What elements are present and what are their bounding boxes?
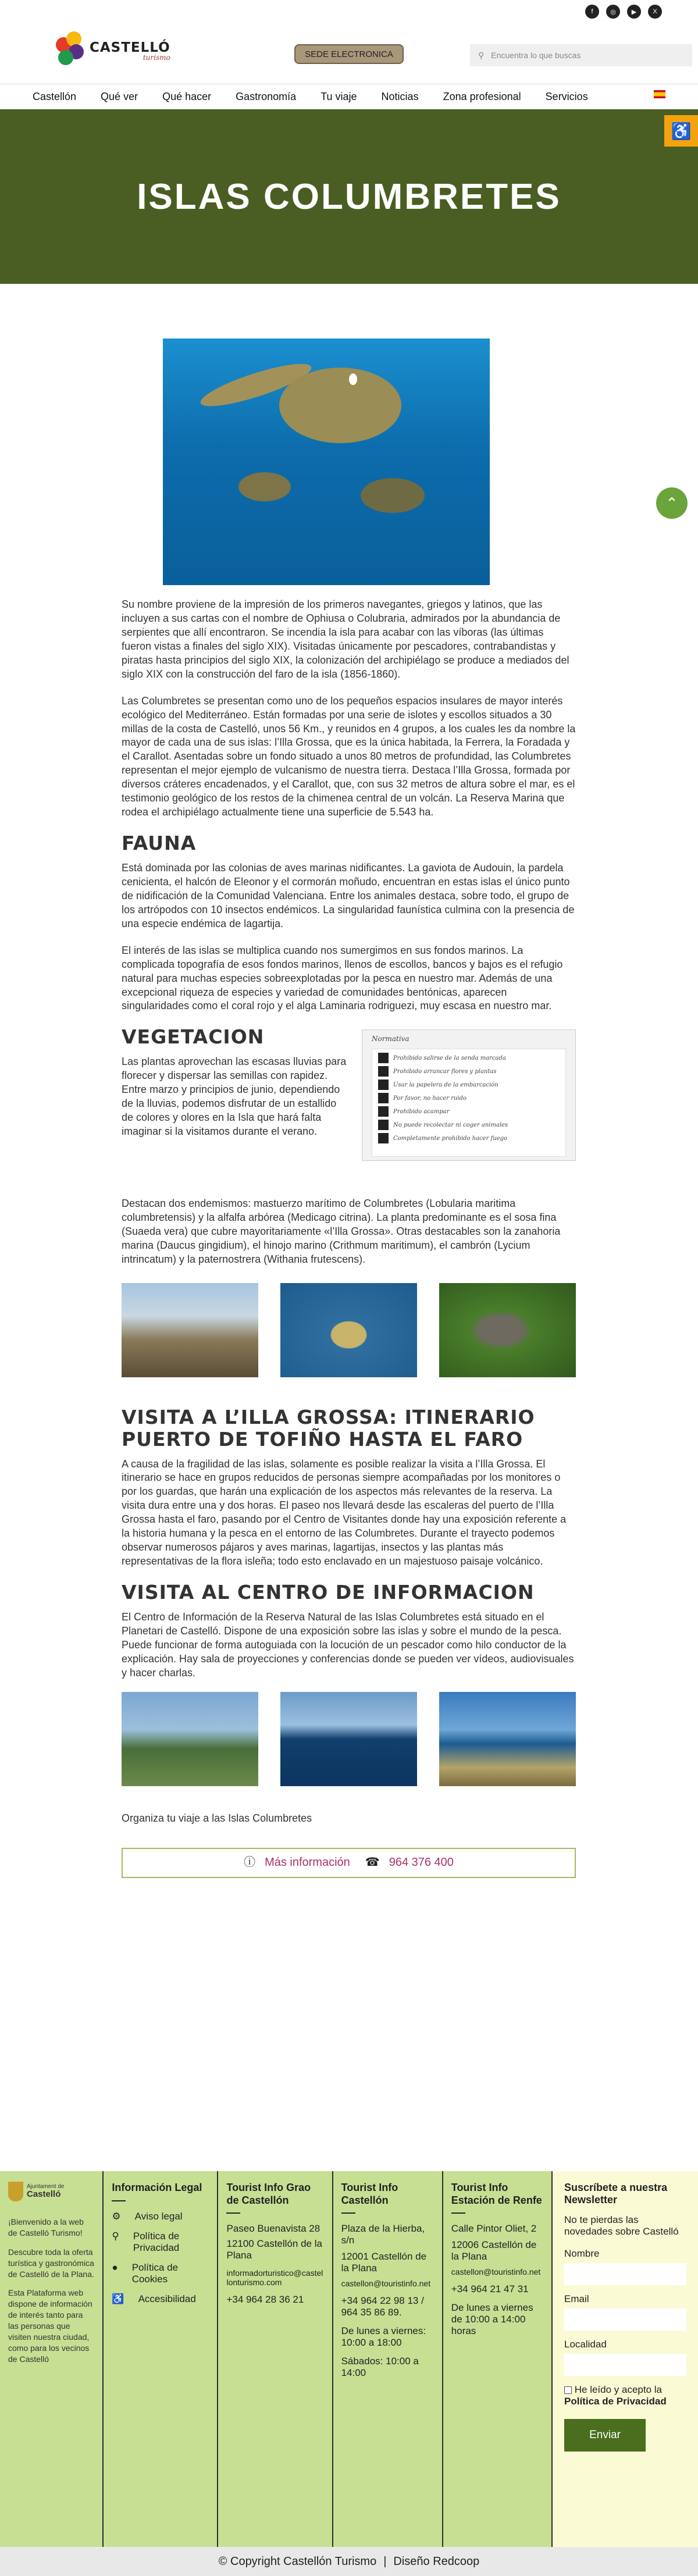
copyright-separator: | xyxy=(383,2554,387,2568)
copyright-bar xyxy=(0,2547,698,2576)
gallery-image-boat xyxy=(280,1692,417,1786)
rule-icon xyxy=(378,1120,389,1130)
castellon-address: Plaza de la Hierba, s/n xyxy=(341,2223,425,2246)
page-title: ISLAS COLUMBRETES xyxy=(137,176,561,217)
castellon-title: Tourist Info Castellón xyxy=(341,2182,398,2206)
columbretes-aerial-image xyxy=(163,339,490,585)
rule-icon xyxy=(378,1106,389,1117)
renfe-phone[interactable]: +34 964 21 47 31 xyxy=(451,2283,529,2295)
grao-email[interactable]: informadorturistico@castellonturismo.com xyxy=(226,2268,323,2288)
gallery-image-visitors xyxy=(122,1283,258,1377)
footer-castellon xyxy=(333,2171,443,2547)
normativa-item: Usar la papelera de la embarcación xyxy=(378,1079,560,1090)
main-nav xyxy=(0,84,698,109)
footer xyxy=(0,2171,698,2547)
gallery-image-island xyxy=(280,1283,417,1377)
privacidad-link[interactable]: Política de Privacidad xyxy=(133,2230,180,2253)
endemismos-paragraph: Destacan dos endemismos: mastuerzo marítimo de Columbretes (Lobularia maritima columbretensis) y la alfalfa arbórea (Medicago citrina). La planta predominante es el sosa fina (Suaeda vera) que cubre mayoritariamente «l’Illa Grossa». Otras destacables son la zanahoria marina (Daucus gingidium), el hinojo marino (Crithmum maritimum), el cambrón (Lycium intrincatum) y la paternostrera (Withania frutescens). xyxy=(122,1197,561,1265)
castellon-email[interactable]: castellon@touristinfo.net xyxy=(341,2279,431,2289)
castellon-city: 12001 Castellón de la Plana xyxy=(341,2251,427,2274)
nav-item-tu-viaje[interactable]: Tu viaje xyxy=(320,90,357,102)
gallery-row-2 xyxy=(122,1692,576,1786)
accesibilidad-link[interactable]: Accesibilidad xyxy=(138,2293,196,2304)
mas-informacion-label: Más información xyxy=(265,1856,350,1869)
facebook-icon[interactable]: f xyxy=(585,5,599,19)
instagram-icon[interactable]: ◎ xyxy=(606,5,620,19)
youtube-icon[interactable]: ▶ xyxy=(627,5,641,19)
nombre-label: Nombre xyxy=(564,2248,600,2259)
localidad-label: Localidad xyxy=(564,2339,607,2350)
rule-icon xyxy=(378,1053,389,1063)
renfe-hours: De lunes a viernes de 10:00 a 14:00 horas xyxy=(451,2302,533,2337)
back-to-top-icon[interactable]: ⌃ xyxy=(656,487,688,519)
hero-banner xyxy=(0,109,698,284)
description-paragraph: Las Columbretes se presentan como uno de los pequeños espacios insulares de mayor interés ecológico del Mediterráneo. Están formadas por una serie de islotes y escollos situados a 30 millas de la costa de Castelló, unos 56 Km., y reunidos en 4 grupos, a los cuales les da nombre la mayor de cada una de sus islas: l’Illa Grossa, que es la única habitada, la Ferrera, la Foradada y el Carallot. Asentadas sobre un fondo situado a unos 80 metros de profundidad, las Columbretes representan el mejor ejemplo de vulcanismo de nuestra tierra. Destaca l’Illa Grossa, formada por diversos cráteres encadenados, y el Carallot, que, con sus 32 metros de altura sobre el mar, es el testimonio geológico de los restos de la chimenea central de un volcán. La Reserva Marina que rodea el archipiélago actualmente tiene una superficie de 5.543 ha. xyxy=(122,694,576,818)
castellon-phone[interactable]: +34 964 22 98 13 / 964 35 86 89. xyxy=(341,2295,424,2318)
accessibility-icon[interactable]: ♿ xyxy=(664,115,698,147)
castellon-hours-sat: Sábados: 10:00 a 14:00 xyxy=(341,2356,419,2379)
grao-city: 12100 Castellón de la Plana xyxy=(226,2238,322,2261)
logo-mark-icon xyxy=(56,31,85,70)
copyright-text: © Copyright Castellón Turismo xyxy=(218,2554,377,2568)
grao-address: Paseo Buenavista 28 xyxy=(226,2223,320,2235)
renfe-email[interactable]: castellon@touristinfo.net xyxy=(451,2267,541,2277)
legal-title: Información Legal xyxy=(112,2182,202,2193)
grao-phone[interactable]: +34 964 28 36 21 xyxy=(226,2294,304,2306)
footer-about xyxy=(0,2171,104,2547)
gallery-image-lizard xyxy=(439,1283,576,1377)
nav-item-noticias[interactable]: Noticias xyxy=(381,90,419,102)
gallery-image-bay xyxy=(439,1692,576,1786)
ajuntament-logo: Ajuntament de Castelló xyxy=(8,2182,94,2201)
legal-icon: ⚙ xyxy=(112,2210,121,2222)
gallery-row xyxy=(122,1283,576,1377)
fauna-paragraph: Está dominada por las colonias de aves marinas nidificantes. La gaviota de Audouin, la pardela cenicienta, el halcón de Eleonor y el cormorán moñudo, encuentran en estas islas el único punto de nidificación de la Comunidad Valenciana. Entre los animales destaca, sobre todo, el grupo de los artrópodos con 10 insectos endémicos. La singularidad faunística culmina con la presencia de una especie endémica de lagartija. xyxy=(122,862,575,929)
renfe-city: 12006 Castellón de la Plana xyxy=(451,2239,537,2263)
footer-grao xyxy=(218,2171,333,2547)
footer-legal xyxy=(104,2171,218,2547)
cookies-link[interactable]: Política de Cookies xyxy=(131,2261,179,2285)
marine-paragraph: El interés de las islas se multiplica cuando nos sumergimos en sus fondos marinos. La complicada topografía de esos fondos marinos, llenos de escollos, bancos y bajos es el refugio natural para muchas especies sobreexplotadas por la pesca en nuestro mar. Además de una excepcional riqueza de especies y variedad de comunidades bentónicas, aparecen singularidades como el coral rojo y el alga Laminaria rodriguezi, muy escasa en nuestro mar. xyxy=(122,944,563,1012)
nombre-input[interactable] xyxy=(564,2263,686,2285)
nav-item-castellon[interactable]: Castellón xyxy=(33,90,77,102)
privacy-icon: ⚲ xyxy=(112,2230,119,2242)
sede-electronica-button[interactable]: SEDE ELECTRONICA xyxy=(294,44,404,64)
nav-item-que-ver[interactable]: Qué ver xyxy=(101,90,138,102)
search-placeholder: Encuentra lo que buscas xyxy=(491,51,581,60)
renfe-address: Calle Pintor Oliet, 2 xyxy=(451,2223,537,2235)
visita-heading: VISITA A L’ILLA GROSSA: ITINERARIO PUERTO DE TOFIÑO HASTA EL FARO xyxy=(122,1405,535,1451)
gallery-image-coast xyxy=(122,1692,258,1786)
rule-icon xyxy=(378,1066,389,1077)
normativa-item: No puede recolectar ni coger animales xyxy=(378,1120,560,1130)
newsletter-panel xyxy=(553,2171,698,2547)
visita-paragraph: A causa de la fragilidad de las islas, solamente es posible realizar la visita a l’Illa Grossa. El itinerario se hace en grupos reducidos de personas siempre acompañadas por los monitores o por los guardas, que harán una explicación de los aspectos más relevantes de la reserva. La visita dura entre una y dos horas. El paseo nos llevará desde las escaleras del puerto de l’Illa Grossa hasta el faro, pasando por el Centro de Visitantes donde hay una exposición referente a la historia humana y la pesca en el entorno de las Columbretes. Durante el trayecto podemos observar numerosos pájaros y aves marinas, lagartijas, insectos y las plantas más representativas de la flora isleña; todo esto enclavado en un majestuoso paisaje volcánico. xyxy=(122,1458,567,1567)
normativa-image xyxy=(362,1029,576,1161)
aviso-legal-link[interactable]: Aviso legal xyxy=(134,2210,183,2222)
search-input[interactable] xyxy=(470,44,692,66)
email-input[interactable] xyxy=(564,2308,686,2331)
footer-welcome: ¡Bienvenido a la web de Castelló Turismo! xyxy=(8,2217,84,2237)
email-label: Email xyxy=(564,2293,589,2304)
nav-item-que-hacer[interactable]: Qué hacer xyxy=(162,90,212,102)
info-icon: ⓘ xyxy=(244,1856,256,1869)
search-icon: ⚲ xyxy=(478,50,485,60)
normativa-title: Normativa xyxy=(372,1035,409,1043)
localidad-input[interactable] xyxy=(564,2354,686,2376)
logo-subtext: turismo xyxy=(143,53,170,62)
castellon-hours: De lunes a viernes: 10:00 a 18:00 xyxy=(341,2325,426,2349)
phone-icon: ☎ xyxy=(365,1856,380,1869)
accessibility-small-icon: ♿ xyxy=(112,2293,124,2304)
design-credit-link[interactable]: Diseño Redcoop xyxy=(393,2554,480,2568)
footer-desc: Descubre toda la oferta turística y gastronómica de Castelló de la Plana. xyxy=(8,2247,94,2279)
header xyxy=(0,26,698,84)
renfe-title: Tourist Info Estación de Renfe xyxy=(451,2182,542,2206)
privacy-label: He leído y acepto la xyxy=(574,2384,663,2395)
cookie-icon: ● xyxy=(112,2261,118,2273)
language-flag-icon[interactable] xyxy=(654,90,665,98)
normativa-item: Prohibido salirse de la senda marcada xyxy=(378,1053,560,1063)
x-twitter-icon[interactable]: X xyxy=(648,5,662,19)
nav-item-zona-profesional[interactable]: Zona profesional xyxy=(443,90,521,102)
newsletter-subtitle: No te pierdas las novedades sobre Castelló xyxy=(564,2214,679,2237)
nav-item-gastronomia[interactable]: Gastronomía xyxy=(236,90,297,102)
phone-number[interactable]: 964 376 400 xyxy=(389,1856,454,1869)
footer-renfe xyxy=(443,2171,553,2547)
newsletter-title: Suscríbete a nuestra Newsletter xyxy=(564,2182,668,2206)
rule-icon xyxy=(378,1133,389,1143)
logo-text: CASTELLÓ xyxy=(90,40,170,55)
enviar-button[interactable]: Enviar xyxy=(564,2419,646,2452)
fauna-heading: FAUNA xyxy=(122,832,197,855)
rule-icon xyxy=(378,1079,389,1090)
centro-heading: VISITA AL CENTRO DE INFORMACION xyxy=(122,1581,535,1604)
organiza-text: Organiza tu viaje a las Islas Columbretes xyxy=(122,1812,312,1824)
intro-paragraph: Su nombre proviene de la impresión de los primeros navegantes, griegos y latinos, que las incluyen a sus cartas con el nombre de Ophiusa o Colubraria, admirados por la abundancia de serpientes que allí encontraron. Se incendia la isla para acabar con las víboras (las últimas fueron vistas a finales del siglo XIX). Visitadas únicamente por pescadores, contrabandistas y piratas hasta principios del siglo XIX, la colonización del archipiélago se produce a mediados del siglo XIX con la construcción del faro de la isla (1856-1860). xyxy=(122,598,569,680)
normativa-item: Prohibido acampar xyxy=(378,1106,560,1117)
nav-item-servicios[interactable]: Servicios xyxy=(545,90,588,102)
vegetacion-heading: VEGETACION xyxy=(122,1025,265,1049)
main-content xyxy=(122,339,576,1878)
social-links xyxy=(585,5,662,19)
mas-informacion-button[interactable] xyxy=(122,1848,576,1878)
centro-paragraph: El Centro de Información de la Reserva Natural de las Islas Columbretes está situado en el Planetari de Castelló. Dispone de una exposición sobre las islas y sobre el mundo de la pesca. Puede funcionar de forma autoguiada con la locución de un pescador como hilo conductor de la explicación. Hay sala de proyecciones y conferencias donde se pueden ver vídeos, audiovisuales y hacer charlas. xyxy=(122,1611,574,1679)
vegetacion-paragraph: Las plantas aprovechan las escasas lluvias para florecer y dispersar las semillas con rapidez. Entre marzo y principios de junio, dependiendo de la lluvias, podemos disfrutar de un estallido de colores y olores en la Isla que hará falta imaginar si la visitamos durante el verano. xyxy=(122,1056,347,1137)
footer-desc-2: Esta Plataforma web dispone de información de interés tanto para las personas que visiten nuestra ciudad, como para los vecinos de Castelló xyxy=(8,2288,92,2364)
normativa-item: Por favor, no hacer ruido xyxy=(378,1093,560,1103)
privacy-policy-link[interactable]: Política de Privacidad xyxy=(564,2396,667,2407)
top-bar xyxy=(0,0,698,26)
normativa-item: Completamente prohibido hacer fuego xyxy=(378,1133,560,1143)
grao-title: Tourist Info Grao de Castellón xyxy=(226,2182,311,2206)
normativa-item: Prohibido arrancar flores y plantas xyxy=(378,1066,560,1077)
site-logo[interactable] xyxy=(56,31,170,70)
rule-icon xyxy=(378,1093,389,1103)
coat-of-arms-icon xyxy=(8,2182,23,2201)
privacy-checkbox[interactable] xyxy=(564,2386,572,2394)
